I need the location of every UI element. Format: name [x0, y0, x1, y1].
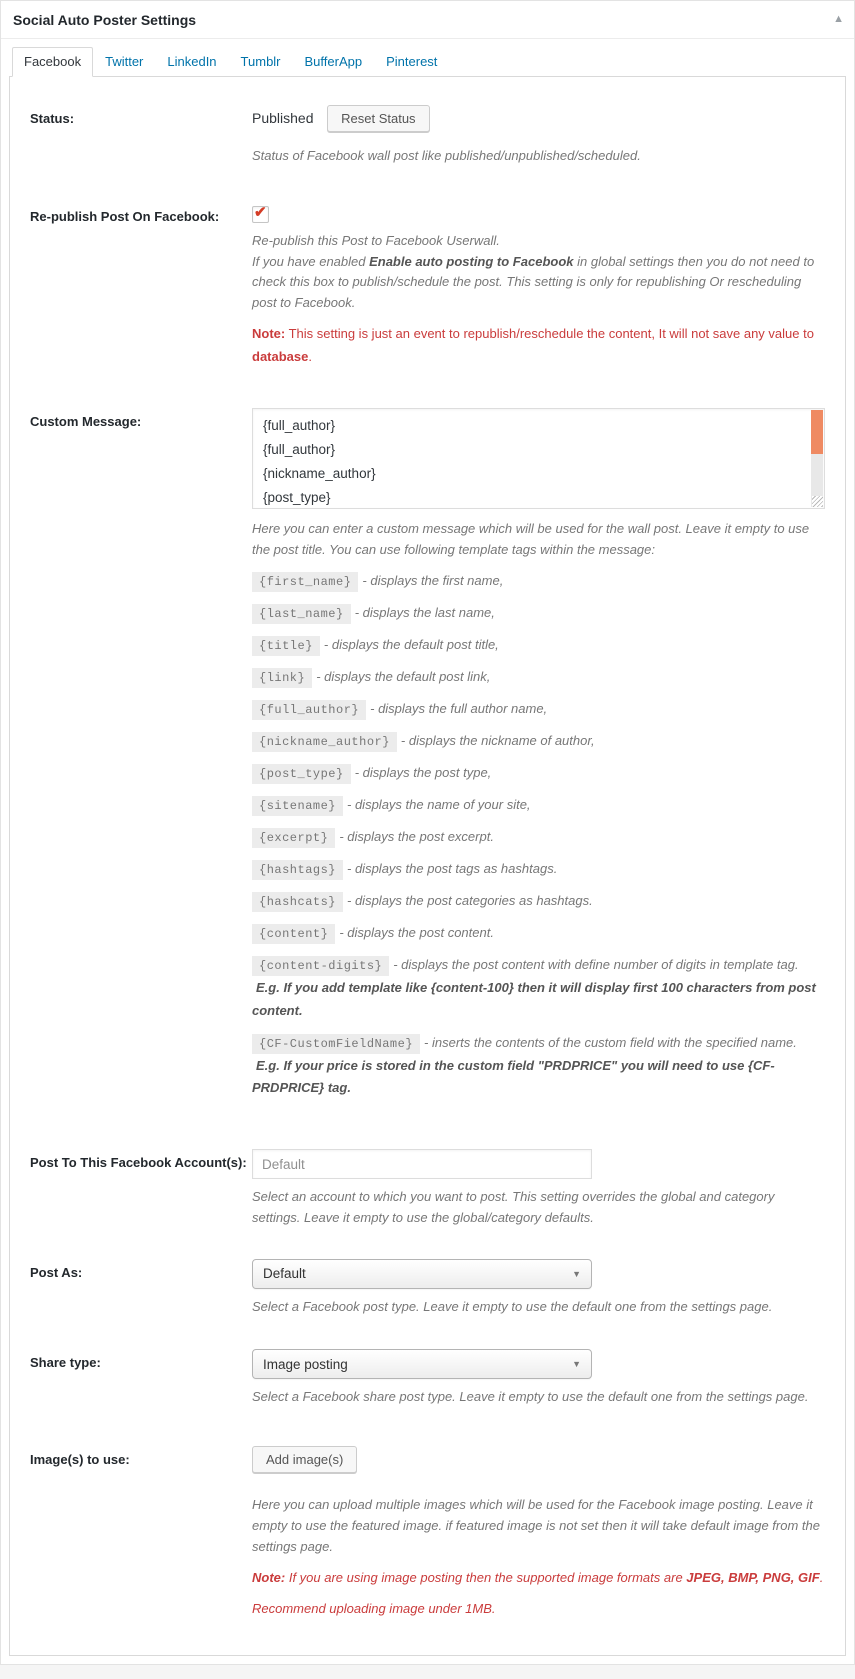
template-tag-code: {content} — [252, 924, 335, 944]
template-tag-code: {link} — [252, 668, 312, 688]
textarea-resize-grip[interactable] — [812, 496, 823, 507]
template-tag-desc: - displays the post categories as hashtags. — [347, 893, 593, 909]
republish-note: Note: This setting is just an event to republish/reschedule the content, It will not save any value to database. — [252, 325, 814, 364]
share-type-select[interactable] — [252, 1349, 592, 1379]
tab-pinterest[interactable]: Pinterest — [386, 54, 438, 69]
republish-row — [30, 203, 825, 369]
template-tag-code: {CF-CustomFieldName} — [252, 1034, 420, 1054]
status-description: Status of Facebook wall post like published/unpublished/scheduled. — [252, 148, 641, 163]
post-as-description: Select a Facebook post type. Leave it empty to use the default one from the settings page. — [252, 1298, 773, 1314]
collapse-panel-button[interactable] — [833, 9, 844, 29]
template-tag-desc: - displays the default post title, — [323, 637, 499, 653]
tab-tumblr[interactable]: Tumblr — [240, 54, 281, 69]
status-row — [30, 105, 825, 167]
template-tag-custom-field — [252, 1032, 825, 1101]
template-tag-code: {sitename} — [252, 796, 343, 816]
reset-status-button[interactable]: Reset Status — [327, 105, 429, 132]
images-row — [30, 1446, 825, 1621]
template-tag-full-author — [252, 698, 825, 721]
share-type-label: Share type: — [30, 1355, 101, 1371]
custom-message-description: Here you can enter a custom message which will be used for the wall post. Leave it empty to use the post title. You can use following template tags within the message: — [252, 521, 810, 558]
tab-linkedin[interactable]: LinkedIn — [167, 54, 217, 69]
post-as-row — [30, 1259, 825, 1318]
republish-checkbox[interactable] — [252, 203, 269, 223]
template-tag-desc: - displays the name of your site, — [347, 797, 531, 813]
template-tag-nickname-author — [252, 730, 825, 753]
template-tag-code: {hashtags} — [252, 860, 343, 880]
chevron-down-icon: ▼ — [572, 1268, 581, 1279]
template-tag-code: {post_type} — [252, 764, 351, 784]
template-tag-desc: - displays the last name, — [354, 605, 495, 621]
template-tag-example: E.g. If your price is stored in the custom field "PRDPRICE" you will need to use {CF-PRDPRICE} tag. — [252, 1057, 775, 1096]
tab-facebook[interactable]: Facebook — [12, 47, 93, 77]
metabox-header — [1, 1, 854, 39]
template-tag-sitename — [252, 794, 825, 817]
facebook-tab-panel — [9, 76, 846, 1656]
template-tag-desc: - displays the first name, — [362, 573, 504, 589]
share-type-selected-value: Image posting — [263, 1356, 348, 1372]
template-tag-code: {last_name} — [252, 604, 351, 624]
status-value: Published — [252, 110, 314, 126]
images-label: Image(s) to use: — [30, 1452, 130, 1468]
account-description: Select an account to which you want to post. This setting overrides the global and category settings. Leave it empty to use the global/category defaults. — [252, 1189, 775, 1225]
images-recommendation: Recommend uploading image under 1MB. — [252, 1601, 496, 1617]
template-tag-code: {full_author} — [252, 700, 366, 720]
template-tag-desc: - displays the post excerpt. — [339, 829, 494, 845]
template-tag-desc: - displays the full author name, — [370, 701, 548, 717]
template-tag-desc: - displays the default post link, — [316, 669, 491, 685]
tab-twitter[interactable]: Twitter — [105, 54, 144, 69]
template-tag-hashtags — [252, 858, 825, 881]
collapse-triangle-icon: ▲ — [833, 13, 844, 25]
add-images-button[interactable]: Add image(s) — [252, 1446, 357, 1473]
template-tag-desc: - displays the post content with define number of digits in template tag. — [393, 957, 799, 973]
images-description: Here you can upload multiple images which will be used for the Facebook image posting. Leave it empty to use the featured image. if featured image is not set then it will take default image from the settings page. — [252, 1497, 820, 1554]
template-tag-code: {excerpt} — [252, 828, 335, 848]
template-tag-post-type — [252, 762, 825, 785]
template-tags-help — [252, 519, 825, 1100]
custom-message-textarea[interactable] — [252, 408, 825, 509]
post-as-select[interactable] — [252, 1259, 592, 1289]
tab-bar — [9, 47, 846, 77]
facebook-account-input[interactable] — [252, 1149, 592, 1179]
template-tag-code: {first_name} — [252, 572, 358, 592]
custom-message-row — [30, 408, 825, 1109]
chevron-down-icon: ▼ — [572, 1359, 581, 1370]
republish-description: Re-publish this Post to Facebook Userwall. If you have enabled Enable auto posting to Facebook in global settings then you do not need to check this box to publish/schedule the post. This setting is only for republishing Or rescheduling post to Facebook. — [252, 232, 815, 311]
template-tag-example: E.g. If you add template like {content-100} then it will display first 100 characters from post content. — [252, 980, 816, 1018]
template-tag-code: {title} — [252, 636, 320, 656]
check-icon: ✔ — [254, 203, 267, 221]
template-tag-desc: - inserts the contents of the custom field with the specified name. — [424, 1034, 797, 1050]
post-as-selected-value: Default — [263, 1266, 306, 1282]
textarea-scrollbar-thumb[interactable] — [811, 410, 823, 454]
share-type-row — [30, 1349, 825, 1408]
template-tag-desc: - displays the nickname of author, — [400, 733, 595, 749]
template-tag-title — [252, 634, 825, 657]
status-label: Status: — [30, 111, 75, 126]
template-tag-content — [252, 922, 825, 945]
republish-label: Re-publish Post On Facebook: — [30, 208, 220, 224]
template-tag-link — [252, 666, 825, 689]
page-title: Social Auto Poster Settings — [13, 12, 197, 28]
template-tag-code: {nickname_author} — [252, 732, 397, 752]
custom-message-label: Custom Message: — [30, 414, 142, 430]
template-tag-excerpt — [252, 826, 825, 849]
account-label: Post To This Facebook Account(s): — [30, 1155, 247, 1171]
account-row — [30, 1149, 825, 1229]
textarea-scrollbar-track[interactable] — [811, 410, 823, 507]
template-tag-hashcats — [252, 890, 825, 913]
template-tag-code: {content-digits} — [252, 956, 389, 976]
template-tag-desc: - displays the post type, — [354, 765, 492, 781]
tabs-container — [1, 39, 854, 1664]
template-tag-content-digits — [252, 954, 825, 1023]
tab-bufferapp[interactable]: BufferApp — [304, 54, 363, 69]
template-tag-last-name — [252, 602, 825, 625]
template-tag-code: {hashcats} — [252, 892, 343, 912]
template-tag-desc: - displays the post content. — [339, 925, 494, 941]
custom-message-text: {full_author} {full_author} {nickname_author} {post_type} — [263, 418, 376, 506]
share-type-description: Select a Facebook share post type. Leave it empty to use the default one from the settings page. — [252, 1389, 809, 1405]
template-tag-desc: - displays the post tags as hashtags. — [347, 861, 558, 877]
images-note: Note: If you are using image posting then the supported image formats are JPEG, BMP, PNG, GIF. — [252, 1569, 824, 1585]
post-as-label: Post As: — [30, 1264, 83, 1280]
template-tag-first-name — [252, 570, 825, 593]
